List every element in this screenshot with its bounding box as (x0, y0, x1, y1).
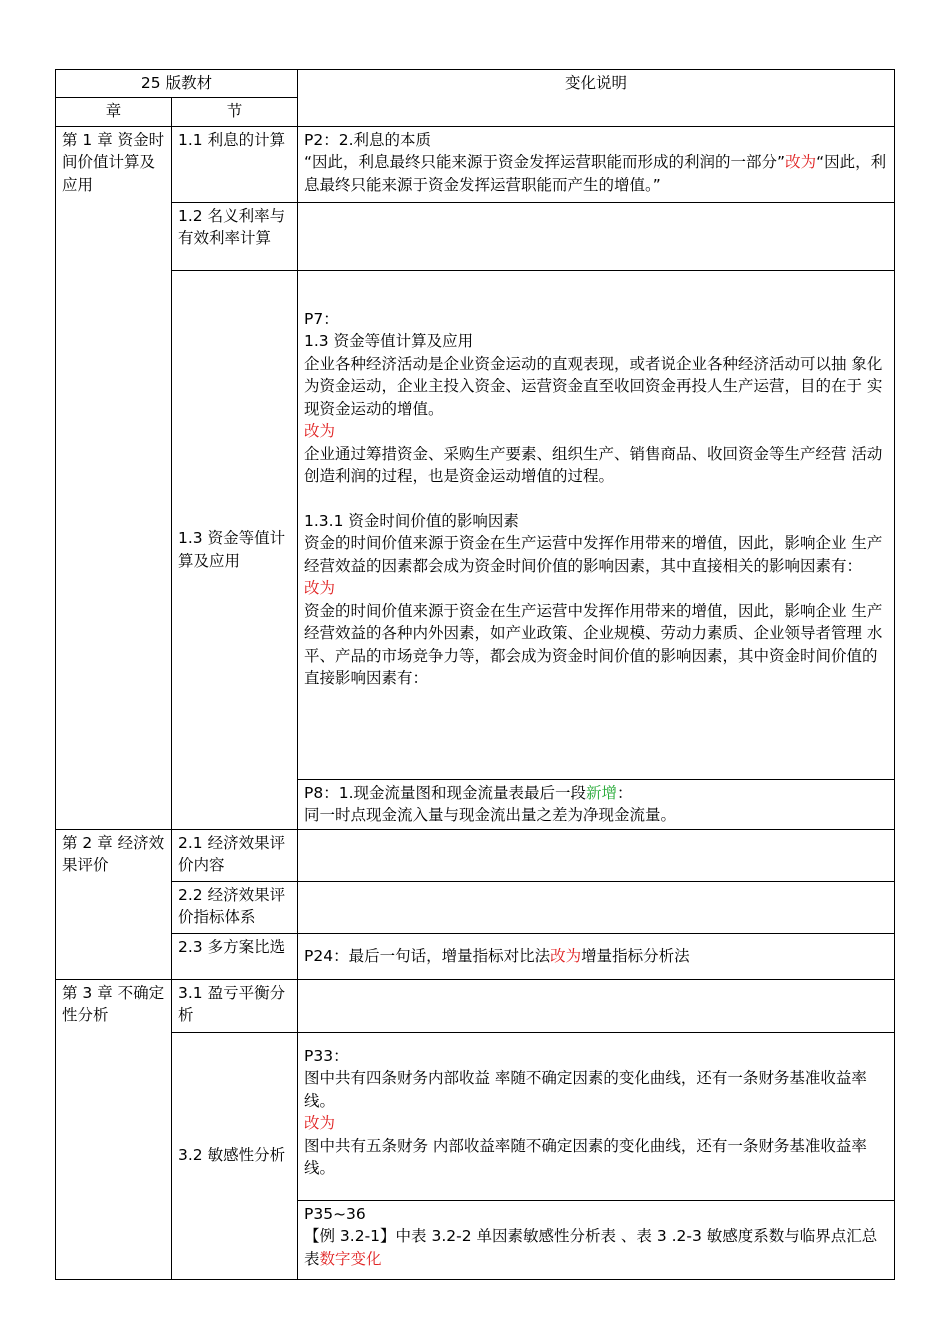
table-row (56, 202, 895, 270)
header-row-1 (56, 70, 895, 98)
table-row (56, 1032, 895, 1200)
section-cell: 1.3 资金等值计算及应用 (172, 270, 298, 829)
change-tag: 改为 (304, 579, 336, 597)
section-cell: 1.1 利息的计算 (172, 126, 298, 202)
header-book-edition: 25 版教材 (56, 70, 298, 98)
section-cell: 2.1 经济效果评价内容 (172, 829, 298, 881)
change-cell-empty (298, 829, 895, 881)
change-old-text: 企业各种经济活动是企业资金运动的直观表现，或者说企业各种经济活动可以抽 象化为资金运动，企业主投入资金、运营资金直至收回资金再投人生产运营，目的在于 实现资金运动的增值。 (304, 354, 883, 418)
table-row (56, 829, 895, 881)
change-text: 【例 3.2-1】中表 3.2-2 单因素敏感性分析表 、表 3 .2-3 敏感度系数与临界点汇总表 (304, 1227, 878, 1268)
change-cell (298, 126, 895, 202)
change-new-text: 企业通过筹措资金、采购生产要素、组织生产、销售商品、收回资金等生产经营 活动创造利润的过程，也是资金运动增值的过程。 (304, 444, 883, 485)
change-cell-empty (298, 202, 895, 270)
section-cell: 1.2 名义利率与有效利率计算 (172, 202, 298, 270)
table-row (56, 126, 895, 202)
section-cell: 3.2 敏感性分析 (172, 1032, 298, 1279)
table-row (56, 979, 895, 1032)
section-cell: 2.3 多方案比选 (172, 933, 298, 979)
change-cell-empty (298, 881, 895, 933)
change-tail: ： (617, 783, 633, 802)
table-row (56, 881, 895, 933)
change-page-ref: P35~36 (304, 1204, 366, 1223)
change-tag: 改为 (550, 946, 582, 965)
paragraph-spacer (304, 488, 888, 510)
change-tag: 改为 (785, 153, 817, 171)
change-before-text: P24：最后一句话，增量指标对比法 (304, 946, 551, 965)
change-after-text: 增量指标分析法 (581, 946, 690, 965)
change-page-ref: P33： (304, 1046, 349, 1065)
change-tag: 改为 (304, 1114, 336, 1132)
change-heading: 1.3 资金等值计算及应用 (304, 332, 474, 350)
table-row (56, 933, 895, 979)
change-cell (298, 1200, 895, 1279)
change-old-text: 资金的时间价值来源于资金在生产运营中发挥作用带来的增值，因此，影响企业 生产经营效益的因素都会成为资金时间价值的影响因素，其中直接相关的影响因素有： (304, 534, 883, 575)
change-page-ref: P7： (304, 309, 339, 328)
change-new-text: 资金的时间价值来源于资金在生产运营中发挥作用带来的增值，因此，影响企业 生产经营效益的各种内外因素，如产业政策、企业规模、劳动力素质、企业领导者管理 水平、产品的市场竞争力等，都会成为资金时间价值的影响因素，其中资金时间价值的 直接影响因素有： (304, 601, 883, 687)
change-cell (298, 1032, 895, 1200)
header-chapter: 章 (56, 97, 172, 126)
header-change-description: 变化说明 (298, 70, 895, 127)
change-new-text: “因此，利息最终只能来源于资金发挥运营职能而产生的增值。” (304, 153, 887, 194)
change-tag-added: 新增 (586, 783, 618, 802)
chapter-cell: 第 1 章 资金时间价值计算及应用 (56, 126, 172, 829)
change-heading: 1.3.1 资金时间价值的影响因素 (304, 511, 519, 530)
header-section: 节 (172, 97, 298, 126)
chapter-cell: 第 3 章 不确定性分析 (56, 979, 172, 1279)
section-cell: 3.1 盈亏平衡分析 (172, 979, 298, 1032)
change-new-text: 图中共有五条财务 内部收益率随不确定因素的变化曲线，还有一条财务基准收益率线。 (304, 1136, 867, 1177)
chapter-cell: 第 2 章 经济效果评价 (56, 829, 172, 979)
table-row (56, 270, 895, 779)
change-cell-empty (298, 979, 895, 1032)
change-cell (298, 933, 895, 979)
change-old-text: 图中共有四条财务内部收益 率随不确定因素的变化曲线，还有一条财务基准收益率线。 (304, 1069, 867, 1110)
change-new-text: 同一时点现金流入量与现金流出量之差为净现金流量。 (304, 806, 677, 824)
change-tag: 改为 (304, 422, 336, 440)
change-page-ref: P2：2.利息的本质 (304, 130, 431, 149)
change-tag: 数字变化 (319, 1249, 382, 1268)
change-page-ref: P8：1.现金流量图和现金流量表最后一段 (304, 783, 586, 802)
section-cell: 2.2 经济效果评价指标体系 (172, 881, 298, 933)
change-cell (298, 270, 895, 779)
change-cell (298, 779, 895, 829)
change-old-text: “因此，利息最终只能来源于资金发挥运营职能而形成的利润的一部分” (304, 153, 786, 171)
textbook-changes-table (55, 69, 895, 1280)
